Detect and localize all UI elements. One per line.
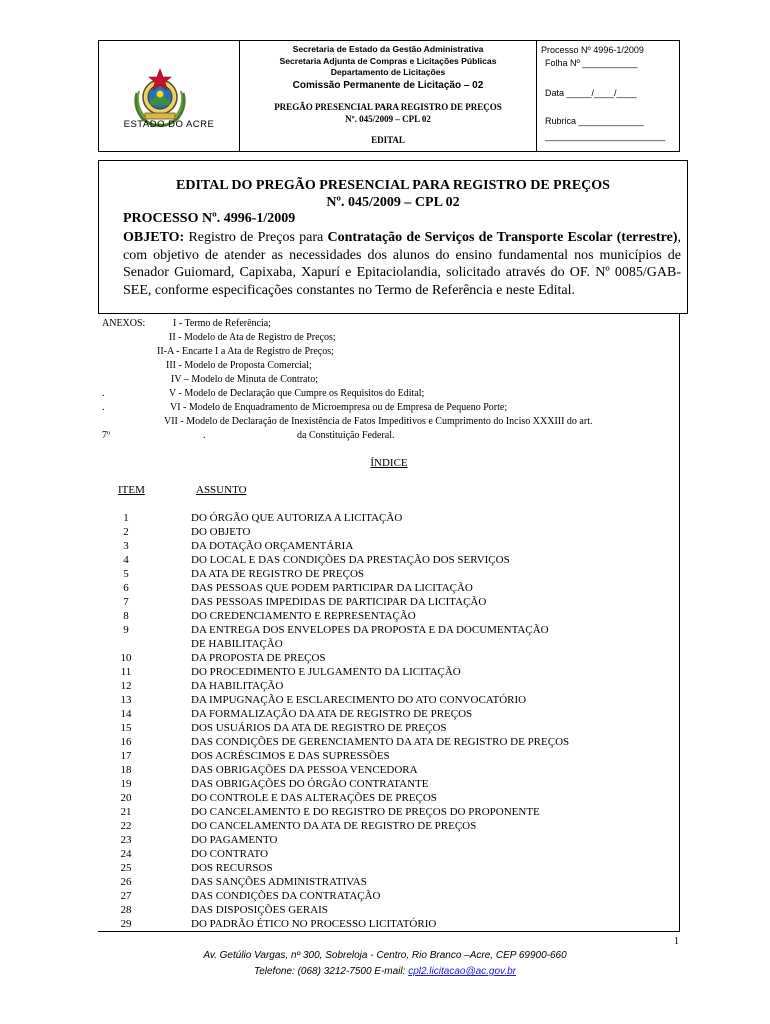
index-row-subject: DO PAGAMENTO	[191, 834, 278, 846]
index-row	[0, 806, 680, 820]
index-row-number: 25	[120, 862, 132, 874]
index-row	[0, 582, 680, 596]
departamento-text: Departamento de Licitações	[330, 67, 446, 77]
index-row-number: 3	[123, 540, 129, 552]
index-row-subject: DO CONTROLE E DAS ALTERAÇÕES DE PREÇOS	[191, 792, 437, 804]
secretaria-adjunta-text: Secretaria Adjunta de Compras e Licitações Públicas	[279, 56, 497, 66]
index-row-subject: DAS PESSOAS QUE PODEM PARTICIPAR DA LICITAÇÃO	[191, 582, 473, 594]
index-row-number: 23	[120, 834, 132, 846]
index-row	[0, 694, 680, 708]
rubrica-field: Rubrica _____________	[545, 116, 644, 126]
index-row-subject: DO CONTRATO	[191, 848, 269, 860]
index-row-number: 27	[120, 890, 132, 902]
index-row	[0, 820, 680, 834]
edital-title-line1: EDITAL DO PREGÃO PRESENCIAL PARA REGISTRO DE PREÇOS	[176, 178, 610, 193]
index-row-subject: DAS CONDIÇÕES DA CONTRATAÇÃO	[191, 890, 381, 902]
annex-item: III - Modelo de Proposta Comercial;	[166, 360, 312, 371]
index-row	[0, 890, 680, 904]
index-row	[0, 862, 680, 876]
index-row-subject: DAS DISPOSIÇÕES GERAIS	[191, 904, 328, 916]
page-number: 1	[674, 936, 679, 947]
index-row-subject: DAS PESSOAS IMPEDIDAS DE PARTICIPAR DA LICITAÇÃO	[191, 596, 487, 608]
index-row-number: 18	[120, 764, 132, 776]
index-row-number: 14	[120, 708, 132, 720]
header-center-cell	[240, 41, 537, 151]
processo-field: Processo Nº 4996-1/2009	[541, 45, 644, 55]
index-row	[0, 610, 680, 624]
index-row-subject: DA ENTREGA DOS ENVELOPES DA PROPOSTA E DA DOCUMENTAÇÃO	[191, 624, 549, 636]
footer-address: Av. Getúlio Vargas, nº 300, Sobreloja - Centro, Rio Branco –Acre, CEP 69900-660	[203, 950, 567, 961]
index-row-subject: DO PADRÃO ÉTICO NO PROCESSO LICITATÓRIO	[191, 918, 437, 930]
index-row-number: 11	[120, 666, 132, 678]
index-row-subject: DA FORMALIZAÇÃO DA ATA DE REGISTRO DE PREÇOS	[191, 708, 473, 720]
index-row-number: 10	[120, 652, 132, 664]
secretaria-text: Secretaria de Estado da Gestão Administrativa	[292, 44, 484, 54]
index-row-number: 22	[120, 820, 132, 832]
pregao-line2: Nº. 045/2009 – CPL 02	[345, 114, 431, 124]
index-row-subject: DO PROCEDIMENTO E JULGAMENTO DA LICITAÇÃO	[191, 666, 461, 678]
index-row	[0, 568, 680, 582]
index-row-subject: DE HABILITAÇÃO	[191, 638, 283, 650]
index-row	[0, 848, 680, 862]
index-row-subject: DOS ACRÉSCIMOS E DAS SUPRESSÕES	[191, 750, 390, 762]
index-row-number: 4	[123, 554, 129, 566]
index-row	[0, 834, 680, 848]
index-row-number: 29	[120, 918, 132, 930]
edital-label: EDITAL	[371, 135, 405, 145]
index-row-number: 21	[120, 806, 132, 818]
index-row	[0, 876, 680, 890]
index-row	[0, 680, 680, 694]
annex-item: II-A - Encarte I a Ata de Registro de Preços;	[157, 346, 334, 357]
estado-label: ESTADO DO ACRE	[123, 119, 215, 130]
annex-dot: .	[102, 388, 105, 399]
index-row-number: 13	[120, 694, 132, 706]
annex-dot: .	[203, 430, 206, 441]
annex-item: VI - Modelo de Enquadramento de Microempresa ou de Empresa de Pequeno Porte;	[170, 402, 508, 413]
document-header	[98, 40, 680, 152]
index-row-subject: DO ÓRGÃO QUE AUTORIZA A LICITAÇÃO	[191, 512, 403, 524]
index-row	[0, 750, 680, 764]
index-row-number: 8	[123, 610, 129, 622]
annexes-label: ANEXOS:	[102, 318, 146, 329]
index-row	[0, 554, 680, 568]
index-col-item: ITEM	[118, 484, 145, 496]
rubrica-signature-line: ________________________	[545, 131, 666, 141]
index-row-subject: DA PROPOSTA DE PREÇOS	[191, 652, 326, 664]
annex-item: I - Termo de Referência;	[173, 318, 271, 329]
index-row	[0, 652, 680, 666]
annex-seventh: 7º	[102, 430, 111, 441]
header-right-cell	[537, 41, 679, 151]
folha-field: Folha Nº ___________	[545, 58, 638, 68]
index-row	[0, 792, 680, 806]
annex-item-continuation: da Constituição Federal.	[297, 430, 395, 441]
index-row	[0, 708, 680, 722]
edital-title-box	[98, 160, 688, 314]
index-row-number: 5	[123, 568, 129, 580]
pregao-line1: PREGÃO PRESENCIAL PARA REGISTRO DE PREÇOS	[274, 102, 502, 112]
index-row-number: 9	[123, 624, 129, 636]
index-row-number: 1	[123, 512, 129, 524]
index-col-assunto: ASSUNTO	[196, 484, 247, 496]
index-row-number: 7	[123, 596, 129, 608]
footer-email-link[interactable]: cpl2.licitacao@ac.gov.br	[408, 966, 516, 977]
index-row-subject: DO CANCELAMENTO E DO REGISTRO DE PREÇOS DO PROPONENTE	[191, 806, 540, 818]
index-row-subject: DA IMPUGNAÇÃO E ESCLARECIMENTO DO ATO CONVOCATÓRIO	[191, 694, 527, 706]
index-row-number: 6	[123, 582, 129, 594]
index-row-subject: DAS SANÇÕES ADMINISTRATIVAS	[191, 876, 367, 888]
index-row	[0, 736, 680, 750]
annex-item: IV – Modelo de Minuta de Contrato;	[171, 374, 319, 385]
objeto-text-a: Registro de Preços para	[184, 230, 328, 245]
index-row-number: 24	[120, 848, 132, 860]
annex-dot: .	[102, 402, 105, 413]
index-row-subject: DA DOTAÇÃO ORÇAMENTÁRIA	[191, 540, 354, 552]
index-row	[0, 596, 680, 610]
index-row	[0, 666, 680, 680]
objeto-bold-text: Contratação de Serviços de Transporte Escolar (terrestre)	[327, 230, 678, 245]
index-row-number: 28	[120, 904, 132, 916]
index-row	[0, 540, 680, 554]
footer-phone: Telefone: (068) 3212-7500 E-mail:	[254, 966, 409, 977]
processo-number: PROCESSO Nº. 4996-1/2009	[123, 211, 296, 226]
footer-contact	[0, 966, 770, 977]
index-row-subject: DO CANCELAMENTO DA ATA DE REGISTRO DE PREÇOS	[191, 820, 477, 832]
annex-item: II - Modelo de Ata de Registro de Preços;	[169, 332, 336, 343]
objeto-label: OBJETO:	[123, 230, 185, 245]
objeto-text-b: , com objetivo de atender as necessidades dos alunos do ensino fundamental nos municípios de Senador Guiomard, Capixaba, Xapurí e Epitaciolandia, solicitado através do OF. Nº 0085/GAB-SEE, conforme especificações constantes no Termo de Referência e neste Edital.	[123, 230, 681, 298]
edital-title-line2: Nº. 045/2009 – CPL 02	[326, 195, 460, 210]
index-row	[0, 722, 680, 736]
index-row	[0, 778, 680, 792]
index-row	[0, 904, 680, 918]
index-row-subject: DAS OBRIGAÇÕES DA PESSOA VENCEDORA	[191, 764, 418, 776]
index-row	[0, 764, 680, 778]
index-row-number: 15	[120, 722, 132, 734]
index-row-subject: DO CREDENCIAMENTO E REPRESENTAÇÃO	[191, 610, 416, 622]
index-row	[0, 526, 680, 540]
objeto-paragraph	[123, 229, 681, 299]
index-row	[0, 624, 680, 638]
index-row	[0, 918, 680, 932]
index-row-number: 20	[120, 792, 132, 804]
index-row-number: 17	[120, 750, 132, 762]
index-row-number: 26	[120, 876, 132, 888]
header-logo-cell	[99, 41, 240, 151]
comissao-text: Comissão Permanente de Licitação – 02	[292, 80, 484, 91]
index-row-number: 16	[120, 736, 132, 748]
index-row-number: 19	[120, 778, 132, 790]
index-row-subject: DO LOCAL E DAS CONDIÇÕES DA PRESTAÇÃO DOS SERVIÇOS	[191, 554, 510, 566]
index-row-subject: DOS RECURSOS	[191, 862, 273, 874]
index-row-subject: DAS OBRIGAÇÕES DO ÓRGÃO CONTRATANTE	[191, 778, 429, 790]
index-row-subject: DA ATA DE REGISTRO DE PREÇOS	[191, 568, 365, 580]
annex-item: VII - Modelo de Declaração de Inexistência de Fatos Impeditivos e Cumprimento do Inciso XXXIII do art.	[164, 416, 593, 427]
data-field: Data _____/____/____	[545, 88, 637, 98]
index-title: ÍNDICE	[370, 457, 408, 469]
annex-item: V - Modelo de Declaração que Cumpre os Requisitos do Edital;	[169, 388, 425, 399]
index-row-subject: DAS CONDIÇÕES DE GERENCIAMENTO DA ATA DE REGISTRO DE PREÇOS	[191, 736, 570, 748]
index-row-number: 12	[120, 680, 132, 692]
index-row-subject: DOS USUÁRIOS DA ATA DE REGISTRO DE PREÇOS	[191, 722, 447, 734]
index-row-subject: DA HABILITAÇÃO	[191, 680, 284, 692]
index-row-number: 2	[123, 526, 129, 538]
index-row-subject: DO OBJETO	[191, 526, 251, 538]
index-row	[0, 638, 680, 652]
index-row	[0, 512, 680, 526]
